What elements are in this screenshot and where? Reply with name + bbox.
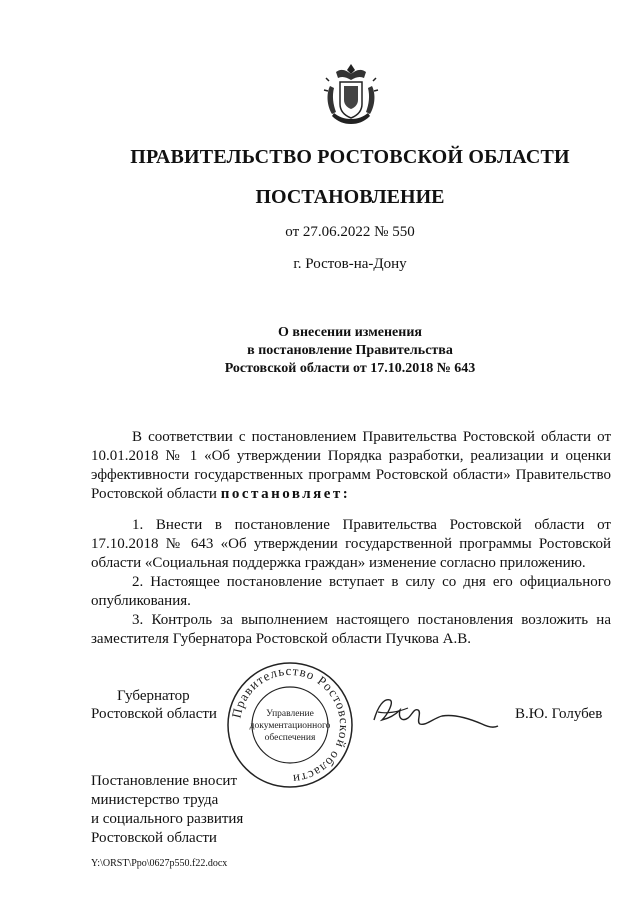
stamp-inner-line-1: Управление [266, 709, 314, 719]
date-number: от 27.06.2022 № 550 [285, 224, 415, 240]
decree-item-3: 3. Контроль за выполнением настоящего постановления возложить на заместителя Губернатора Ростовской области Пучкова А.В. [91, 612, 611, 647]
subject-line-3: Ростовской области от 17.10.2018 № 643 [224, 361, 476, 376]
submitted-by-line-2: министерство труда [91, 792, 219, 808]
submitted-by-line-4: Ростовской области [91, 830, 217, 846]
submitted-by [91, 772, 243, 848]
decree-item-1: 1. Внести в постановление Правительства Ростовской области от 17.10.2018 № 643 «Об утверждении государственной программы Ростовской области «Социальная поддержка граждан» изменение согласно приложению. [91, 517, 611, 571]
official-stamp [225, 660, 355, 790]
preamble-paragraph [91, 428, 611, 504]
handwritten-signature [368, 690, 508, 734]
decree-item-2: 2. Настоящее постановление вступает в силу со дня его официального опубликования. [91, 574, 611, 609]
subject-line-2: в постановление Правительства [247, 343, 453, 358]
file-path: Y:\ORST\Ppo\0627p550.f22.docx [91, 858, 228, 869]
decree-word: постановляет: [220, 486, 351, 502]
city: г. Ростов-на-Дону [293, 256, 407, 272]
decree-items [91, 516, 611, 649]
subject-line-1: О внесении изменения [278, 325, 422, 340]
submitted-by-line-3: и социального развития [91, 811, 244, 827]
coat-of-arms-icon [316, 60, 386, 130]
doc-type: ПОСТАНОВЛЕНИЕ [255, 186, 445, 208]
signatory-title: Губернатор [117, 688, 190, 704]
stamp-inner-line-2: документационного [249, 721, 331, 731]
signatory-name: В.Ю. Голубев [515, 706, 603, 722]
stamp-ring-text: Правительство Ростовской области [228, 662, 353, 788]
org-title: ПРАВИТЕЛЬСТВО РОСТОВСКОЙ ОБЛАСТИ [130, 146, 570, 168]
subject-title [0, 324, 640, 378]
preamble-text: В соответствии с постановлением Правительства Ростовской области от 10.01.2018 № 1 «Об утверждении Порядка разработки, реализации и оценки эффективности государственных программ Ростовской области» Правительство Ростовской области [91, 429, 611, 502]
signatory-region: Ростовской области [91, 706, 217, 722]
stamp-inner-line-3: обеспечения [264, 733, 316, 743]
submitted-by-line-1: Постановление вносит [91, 773, 238, 789]
